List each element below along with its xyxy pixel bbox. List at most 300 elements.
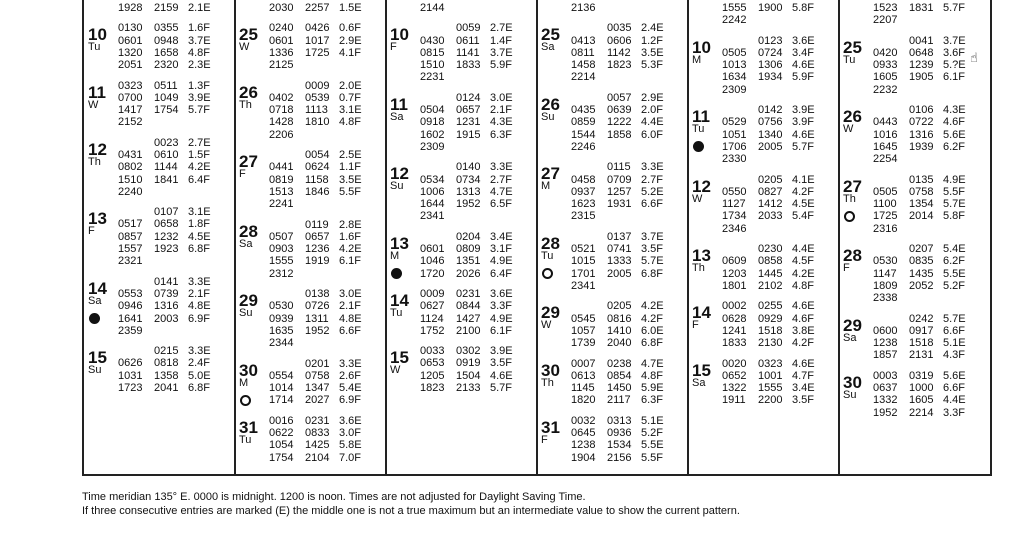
- max-time: 0948: [154, 34, 179, 47]
- slack-time: 1006: [420, 185, 445, 198]
- tide-row: [722, 186, 828, 198]
- tide-row: [873, 255, 979, 267]
- max-speed: 3.8E: [792, 324, 815, 337]
- max-speed: 3.0E: [490, 91, 513, 104]
- tide-row: [269, 427, 375, 439]
- tide-column: [386, 0, 537, 474]
- tide-row: [722, 300, 828, 312]
- tide-row: [722, 313, 828, 325]
- max-speed: 6.1F: [943, 71, 966, 84]
- tide-rows: [420, 22, 526, 83]
- max-time: 2133: [456, 382, 481, 395]
- max-speed: 4.8F: [339, 116, 362, 129]
- max-speed: 4.6E: [792, 300, 815, 313]
- tide-row: [420, 382, 526, 394]
- tide-row: [118, 300, 224, 312]
- max-speed: 0.6F: [339, 22, 362, 35]
- tide-row: [571, 300, 677, 312]
- slack-time: 0903: [269, 243, 294, 256]
- tide-row: [873, 223, 979, 235]
- max-time: 0107: [154, 206, 179, 219]
- tide-rows: [420, 161, 526, 222]
- tide-row: [420, 92, 526, 104]
- slack-time: 0553: [118, 287, 143, 300]
- slack-time: 0819: [269, 173, 294, 186]
- slack-time: 1015: [571, 255, 596, 268]
- tide-row: [873, 186, 979, 198]
- weekday-label: Tu: [390, 307, 403, 319]
- max-time: 1351: [456, 255, 481, 268]
- slack-time: 1952: [873, 406, 898, 419]
- tide-row: [722, 280, 828, 292]
- slack-time: 2232: [873, 83, 898, 96]
- tide-row: [571, 452, 677, 464]
- max-speed: 6.3F: [641, 394, 664, 407]
- tide-row: [420, 210, 526, 222]
- slack-time: 1645: [873, 140, 898, 153]
- max-time: 1427: [456, 312, 481, 325]
- max-speed: 5.1E: [641, 414, 664, 427]
- max-time: 0201: [305, 357, 330, 370]
- tide-row: [722, 198, 828, 210]
- slack-time: 1458: [571, 59, 596, 72]
- tide-rows: [571, 92, 677, 153]
- tide-row: [118, 206, 224, 218]
- max-speed: 6.6F: [641, 198, 664, 211]
- max-speed: 4.2E: [339, 243, 362, 256]
- max-speed: 3.0F: [339, 426, 362, 439]
- tide-row: [873, 59, 979, 71]
- max-time: 0657: [305, 230, 330, 243]
- max-time: 2104: [305, 451, 330, 464]
- tide-row: [873, 129, 979, 141]
- slack-time: 1752: [420, 324, 445, 337]
- column-divider: [234, 0, 236, 474]
- max-speed: 3.7E: [490, 46, 513, 59]
- tide-row: [269, 104, 375, 116]
- slack-time: 0939: [269, 312, 294, 325]
- slack-time: 1605: [873, 71, 898, 84]
- max-speed: 4.2E: [792, 267, 815, 280]
- day-number: 27: [541, 164, 560, 184]
- max-speed: 3.9F: [792, 116, 815, 129]
- max-speed: 1.5F: [188, 148, 211, 161]
- slack-time: 0627: [420, 300, 445, 313]
- slack-time: 0530: [269, 300, 294, 313]
- slack-time: 2152: [118, 116, 143, 129]
- slack-time: 0534: [420, 173, 445, 186]
- max-speed: 4.3F: [943, 349, 966, 362]
- max-speed: 3.9E: [188, 91, 211, 104]
- max-time: 0657: [456, 104, 481, 117]
- max-time: 1141: [456, 46, 480, 59]
- max-speed: 6.2F: [943, 140, 966, 153]
- max-speed: 5.3F: [641, 59, 664, 72]
- tide-rows: [873, 313, 979, 362]
- tide-row: [269, 337, 375, 349]
- max-time: 0917: [909, 324, 934, 337]
- tide-row: [269, 174, 375, 186]
- max-time: 1841: [154, 173, 179, 186]
- tide-row: [269, 255, 375, 267]
- max-time: 2052: [909, 279, 934, 292]
- slack-time: 1238: [873, 337, 898, 350]
- max-speed: 4.4E: [792, 243, 815, 256]
- max-speed: 3.3F: [943, 406, 966, 419]
- tide-row: [269, 243, 375, 255]
- tide-column: [235, 0, 386, 474]
- column-divider: [838, 0, 840, 474]
- tide-row: [118, 382, 224, 394]
- day-number: 30: [239, 360, 258, 380]
- tide-row: [722, 59, 828, 71]
- slack-time: 1928: [118, 2, 143, 14]
- max-time: 0231: [456, 288, 481, 300]
- max-speed: 3.3E: [339, 357, 362, 370]
- slack-time: 0430: [420, 34, 445, 47]
- max-time: 2130: [758, 337, 783, 350]
- tide-row: [420, 71, 526, 83]
- max-time: 0355: [154, 22, 179, 35]
- day-number: 14: [390, 291, 409, 310]
- tide-rows: [571, 2, 677, 14]
- tide-row: [571, 394, 677, 406]
- day-number: 13: [692, 246, 711, 266]
- max-speed: 2.9E: [641, 91, 664, 104]
- max-speed: 4.6F: [792, 312, 815, 325]
- weekday-label: Th: [541, 376, 554, 389]
- weekday-label: Th: [843, 192, 856, 205]
- max-time: 1231: [456, 116, 481, 129]
- slack-time: 0601: [420, 243, 445, 256]
- tide-row: [420, 345, 526, 357]
- tide-row: [571, 2, 677, 14]
- tide-row: [722, 153, 828, 165]
- tide-rows: [571, 231, 677, 292]
- slack-time: 2359: [118, 324, 143, 337]
- tide-row: [269, 313, 375, 325]
- tide-row: [118, 2, 224, 14]
- slack-time: 2341: [571, 279, 596, 292]
- slack-time: 1127: [722, 198, 746, 211]
- day-number: 12: [390, 164, 409, 184]
- max-time: 1358: [154, 369, 179, 382]
- slack-time: 0032: [571, 414, 596, 427]
- tide-row: [722, 223, 828, 235]
- tide-row: [420, 186, 526, 198]
- tide-row: [118, 325, 224, 337]
- slack-time: 1701: [571, 267, 596, 280]
- max-time: 0818: [154, 357, 179, 370]
- max-speed: 5.8F: [943, 210, 966, 223]
- weekday-label: Sa: [843, 331, 857, 344]
- max-speed: 4.2F: [792, 185, 815, 198]
- slack-time: 0530: [873, 255, 898, 268]
- weekday-label: Sa: [541, 41, 555, 54]
- tide-row: [571, 415, 677, 427]
- max-speed: 4.7E: [490, 185, 513, 198]
- max-speed: 3.5F: [792, 394, 815, 407]
- day-number: 31: [239, 417, 258, 437]
- max-speed: 3.5F: [641, 243, 664, 256]
- tide-row: [269, 219, 375, 231]
- slack-time: 1623: [571, 198, 596, 211]
- max-time: 0844: [456, 300, 481, 313]
- tide-row: [571, 337, 677, 349]
- slack-time: 0815: [420, 46, 445, 59]
- weekday-label: Tu: [88, 41, 101, 54]
- tide-row: [269, 2, 375, 14]
- max-time: 0827: [758, 185, 783, 198]
- day-number: 14: [88, 278, 107, 298]
- max-speed: 2.1F: [339, 300, 362, 313]
- slack-time: 2316: [873, 222, 898, 235]
- slack-time: 1205: [420, 369, 445, 382]
- max-speed: 3.1F: [490, 243, 513, 256]
- tide-row: [118, 161, 224, 173]
- max-time: 1313: [456, 185, 481, 198]
- tide-row: [571, 313, 677, 325]
- tide-rows: [118, 80, 224, 129]
- max-speed: 4.1E: [792, 173, 815, 186]
- day-number: 11: [390, 94, 408, 114]
- max-time: 0124: [456, 91, 481, 104]
- tide-rows: [269, 2, 375, 14]
- tide-row: [571, 116, 677, 128]
- day-number: 28: [239, 221, 258, 241]
- max-time: 1158: [305, 173, 329, 186]
- max-time: 0207: [909, 243, 934, 256]
- tide-rows: [571, 358, 677, 407]
- day-number: 15: [88, 348, 107, 368]
- max-speed: 4.6E: [792, 59, 815, 72]
- tide-row: [873, 337, 979, 349]
- tide-row: [269, 231, 375, 243]
- tide-row: [269, 47, 375, 59]
- max-speed: 5.6E: [943, 128, 966, 141]
- tide-row: [269, 92, 375, 104]
- tide-row: [873, 349, 979, 361]
- tide-row: [420, 161, 526, 173]
- tide-row: [873, 153, 979, 165]
- slack-time: 1046: [420, 255, 445, 268]
- tide-row: [420, 2, 526, 14]
- max-speed: 5.4E: [943, 243, 966, 256]
- max-time: 1340: [758, 128, 783, 141]
- slack-time: 2207: [873, 14, 898, 27]
- max-time: 0023: [154, 136, 179, 149]
- tide-row: [722, 141, 828, 153]
- tide-row: [722, 129, 828, 141]
- tide-row: [420, 325, 526, 337]
- tide-row: [722, 2, 828, 14]
- column-divider: [536, 0, 538, 474]
- max-speed: 3.6E: [792, 34, 815, 47]
- tide-row: [571, 92, 677, 104]
- max-speed: 1.8F: [188, 218, 211, 231]
- slack-time: 1322: [722, 382, 747, 395]
- day-number: 10: [88, 25, 107, 45]
- tide-rows: [722, 174, 828, 235]
- tide-row: [420, 104, 526, 116]
- max-time: 1239: [909, 59, 934, 72]
- max-speed: 3.1E: [339, 104, 362, 117]
- max-speed: 5.9F: [792, 71, 815, 84]
- weekday-label: Sa: [390, 110, 404, 123]
- slack-time: 0554: [269, 369, 294, 382]
- max-speed: 3.0E: [339, 288, 362, 300]
- max-time: 0511: [154, 79, 178, 92]
- max-speed: 4.5E: [188, 230, 211, 243]
- tide-row: [118, 255, 224, 267]
- slack-time: 0003: [873, 369, 898, 382]
- max-speed: 5.5F: [943, 185, 966, 198]
- max-speed: 2.7F: [490, 173, 513, 186]
- day-number: 28: [541, 233, 560, 253]
- tide-row: [269, 288, 375, 300]
- slack-time: 0323: [118, 79, 143, 92]
- slack-time: 0130: [118, 22, 143, 35]
- max-speed: 5.6E: [943, 369, 966, 382]
- max-speed: 6.2F: [943, 255, 966, 268]
- max-time: 1823: [607, 59, 632, 72]
- weekday-label: M: [239, 376, 249, 389]
- tide-row: [118, 35, 224, 47]
- tide-row: [269, 80, 375, 92]
- tide-row: [118, 243, 224, 255]
- tide-row: [118, 345, 224, 357]
- max-time: 0739: [154, 287, 179, 300]
- max-speed: 4.1F: [339, 46, 362, 59]
- slack-time: 0613: [571, 369, 596, 382]
- slack-time: 0857: [118, 230, 143, 243]
- slack-time: 1635: [269, 324, 294, 337]
- max-time: 0142: [758, 104, 783, 117]
- slack-time: 0933: [873, 59, 898, 72]
- max-time: 1113: [305, 104, 328, 117]
- max-speed: 6.0E: [641, 324, 664, 337]
- max-speed: 3.6F: [943, 46, 966, 59]
- slack-time: 0718: [269, 104, 294, 117]
- max-time: 0059: [456, 22, 481, 35]
- tide-rows: [722, 358, 828, 407]
- tide-row: [269, 129, 375, 141]
- max-time: 0624: [305, 161, 330, 174]
- slack-time: 2231: [420, 71, 445, 84]
- tide-row: [873, 116, 979, 128]
- tide-row: [118, 276, 224, 288]
- max-speed: 1.3F: [188, 79, 211, 92]
- max-speed: 5.2F: [641, 426, 664, 439]
- slack-time: 0946: [118, 300, 143, 313]
- new-moon-icon: [89, 313, 100, 324]
- max-speed: 3.6E: [339, 414, 362, 427]
- slack-time: 1820: [571, 394, 596, 407]
- tide-row: [420, 174, 526, 186]
- max-time: 1354: [909, 198, 934, 211]
- max-time: 0724: [758, 46, 783, 59]
- max-time: 1450: [607, 382, 632, 395]
- tide-row: [269, 198, 375, 210]
- max-speed: 5.7E: [943, 198, 966, 211]
- max-time: 0606: [607, 34, 632, 47]
- max-speed: 2.1E: [188, 2, 211, 14]
- tide-rows: [420, 345, 526, 394]
- max-time: 0041: [909, 34, 934, 47]
- weekday-label: M: [390, 249, 400, 262]
- tide-row: [571, 104, 677, 116]
- tide-row: [420, 59, 526, 71]
- max-time: 0135: [909, 173, 934, 186]
- slack-time: 2206: [269, 128, 294, 141]
- max-time: 1534: [607, 439, 632, 452]
- weekday-label: Su: [88, 364, 102, 377]
- weekday-label: F: [541, 433, 548, 446]
- tide-row: [873, 407, 979, 419]
- slack-time: 1336: [269, 46, 294, 59]
- slack-time: 0002: [722, 300, 747, 313]
- max-speed: 3.4E: [792, 382, 815, 395]
- day-number: 13: [390, 233, 409, 253]
- max-speed: 3.3F: [490, 300, 513, 313]
- tide-rows: [118, 2, 224, 14]
- max-speed: 5.5F: [339, 185, 362, 198]
- max-speed: 2.7F: [641, 173, 664, 186]
- max-time: 1518: [909, 337, 934, 350]
- max-speed: 3.4F: [792, 46, 815, 59]
- max-speed: 5.2E: [641, 185, 664, 198]
- max-time: 0929: [758, 312, 783, 325]
- tide-rows: [118, 22, 224, 71]
- max-speed: 5.7E: [641, 255, 664, 268]
- max-speed: 3.5E: [339, 173, 362, 186]
- tide-rows: [722, 35, 828, 96]
- slack-time: 1557: [118, 243, 143, 256]
- max-speed: 4.6E: [490, 369, 513, 382]
- slack-time: 1544: [571, 128, 596, 141]
- max-time: 2159: [154, 2, 179, 14]
- tide-rows: [571, 22, 677, 83]
- max-speed: 5.?E: [943, 59, 966, 72]
- max-time: 1000: [909, 382, 934, 395]
- max-speed: 4.6E: [792, 128, 815, 141]
- max-time: 0138: [305, 288, 330, 300]
- max-time: 1754: [154, 104, 179, 117]
- max-time: 1905: [909, 71, 934, 84]
- max-speed: 1.4F: [490, 34, 513, 47]
- weekday-label: W: [390, 364, 401, 377]
- max-time: 0123: [758, 34, 783, 47]
- tide-row: [873, 71, 979, 83]
- max-speed: 3.3E: [188, 345, 211, 358]
- tide-row: [118, 22, 224, 34]
- max-time: 1236: [305, 243, 330, 256]
- max-time: 0319: [909, 369, 934, 382]
- slack-time: 1147: [873, 267, 897, 280]
- max-speed: 5.8E: [339, 439, 362, 452]
- tide-row: [873, 198, 979, 210]
- max-speed: 5.4F: [792, 210, 815, 223]
- tide-rows: [571, 161, 677, 222]
- weekday-label: Tu: [541, 249, 554, 262]
- slack-time: 0859: [571, 116, 596, 129]
- weekday-label: F: [843, 262, 850, 275]
- tide-row: [420, 198, 526, 210]
- slack-time: 0521: [571, 243, 596, 256]
- slack-time: 0637: [873, 382, 898, 395]
- max-speed: 4.8F: [641, 369, 664, 382]
- tide-row: [722, 47, 828, 59]
